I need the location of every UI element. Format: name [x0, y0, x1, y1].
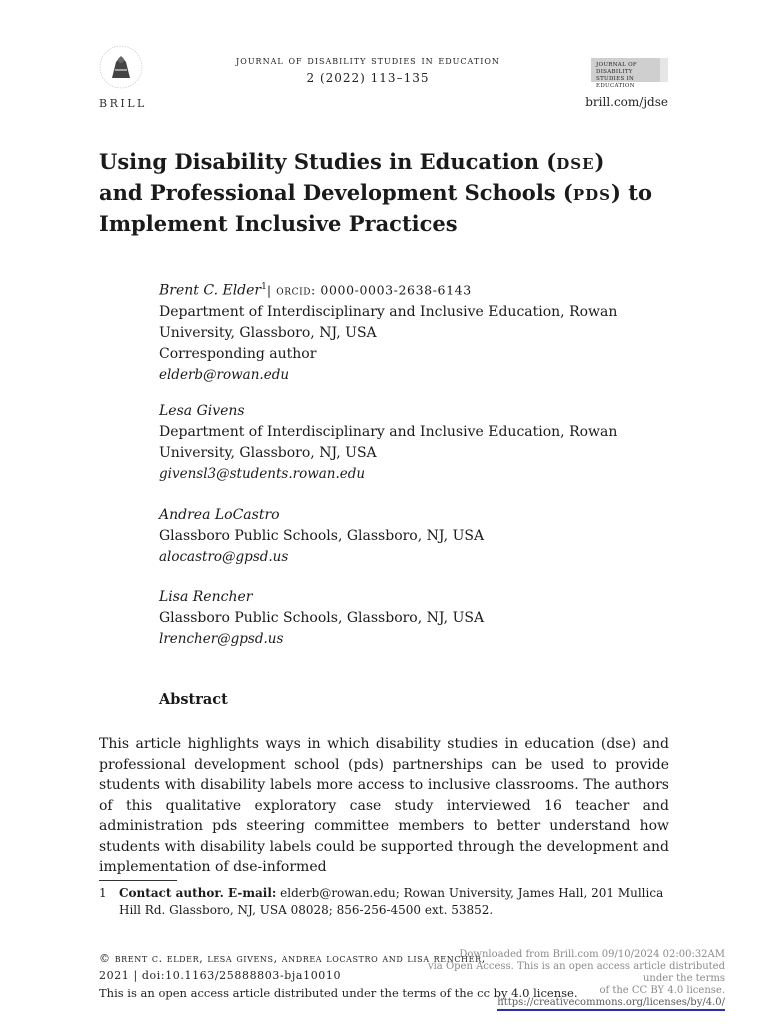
license-statement: This is an open access article distributed under the terms of the cc by 4.0 license. — [99, 986, 578, 1000]
journal-badge: JOURNAL OF DISABILITY STUDIES IN EDUCATION — [591, 58, 668, 82]
doi-line[interactable]: 2021 | doi:10.1163/25888803-bja10010 — [99, 969, 342, 982]
abstract-heading: Abstract — [159, 691, 228, 708]
abstract-body: This article highlights ways in which disability studies in education (dse) and professional development school (pds) partnerships can be used to provide students with disability labels more access to inclusive classrooms. The authors of this qualitative exploratory case study interviewed 16 teacher and administration pds steering committee members to better understand how students with disability labels could be supported through the development and implementation of dse-informed — [99, 736, 669, 875]
footnote-label: Contact author. E-mail: — [119, 886, 277, 900]
footnote-divider — [99, 880, 177, 881]
download-watermark: Downloaded from Brill.com 09/10/2024 02:00:32AM via Open Access. This is an open access article distributed under the terms of the CC BY 4.0 license. https://creativecommons.org/licenses/by/4.0/ — [400, 949, 725, 1009]
author-name: Lisa Rencher — [159, 589, 253, 605]
badge-flap — [660, 58, 668, 82]
author-affiliation: Glassboro Public Schools, Glassboro, NJ, USA — [159, 528, 485, 544]
author-block-rencher — [159, 587, 679, 650]
copyright-holders: © brent c. elder, lesa givens, andrea locastro and lisa rencher, — [99, 952, 486, 965]
journal-name: journal of disability studies in education — [236, 53, 500, 67]
article-title: Using Disability Studies in Education (dse) and Professional Development Schools (pds) to Implement Inclusive Practices — [99, 149, 652, 236]
orcid[interactable]: | orcid: 0000-0003-2638-6143 — [266, 282, 472, 298]
author-name: Brent C. Elder — [159, 282, 262, 299]
journal-volume: 2 (2022) 113–135 — [306, 71, 430, 85]
brill-seal-logo — [98, 44, 144, 90]
author-block-elder — [159, 277, 679, 386]
author-block-locastro — [159, 505, 679, 568]
footnote-ref[interactable]: 1 — [261, 282, 267, 292]
brill-wordmark: BRILL — [99, 97, 147, 110]
footnote-number: 1 — [99, 886, 107, 900]
author-email[interactable]: alocastro@gpsd.us — [159, 549, 289, 565]
license-link[interactable]: https://creativecommons.org/licenses/by/4.0/ — [497, 997, 725, 1011]
author-email[interactable]: lrencher@gpsd.us — [159, 631, 284, 647]
author-note: Corresponding author — [159, 345, 317, 362]
author-email[interactable]: givensl3@students.rowan.edu — [159, 466, 366, 482]
author-affiliation: Department of Interdisciplinary and Inclusive Education, Rowan University, Glassboro, NJ, USA — [159, 303, 618, 341]
author-name: Andrea LoCastro — [159, 507, 280, 523]
footnote-text: elderb@rowan.edu; Rowan University, James Hall, 201 Mullica Hill Rd. Glassboro, NJ, USA 08028; 856-256-4500 ext. 53852. — [119, 886, 664, 917]
author-affiliation: Department of Interdisciplinary and Inclusive Education, Rowan University, Glassboro, NJ, USA — [159, 424, 618, 461]
author-email[interactable]: elderb@rowan.edu — [159, 366, 290, 383]
journal-url[interactable]: brill.com/jdse — [585, 95, 668, 109]
author-name: Lesa Givens — [159, 403, 245, 419]
author-block-givens — [159, 401, 679, 485]
author-affiliation: Glassboro Public Schools, Glassboro, NJ, USA — [159, 610, 485, 626]
